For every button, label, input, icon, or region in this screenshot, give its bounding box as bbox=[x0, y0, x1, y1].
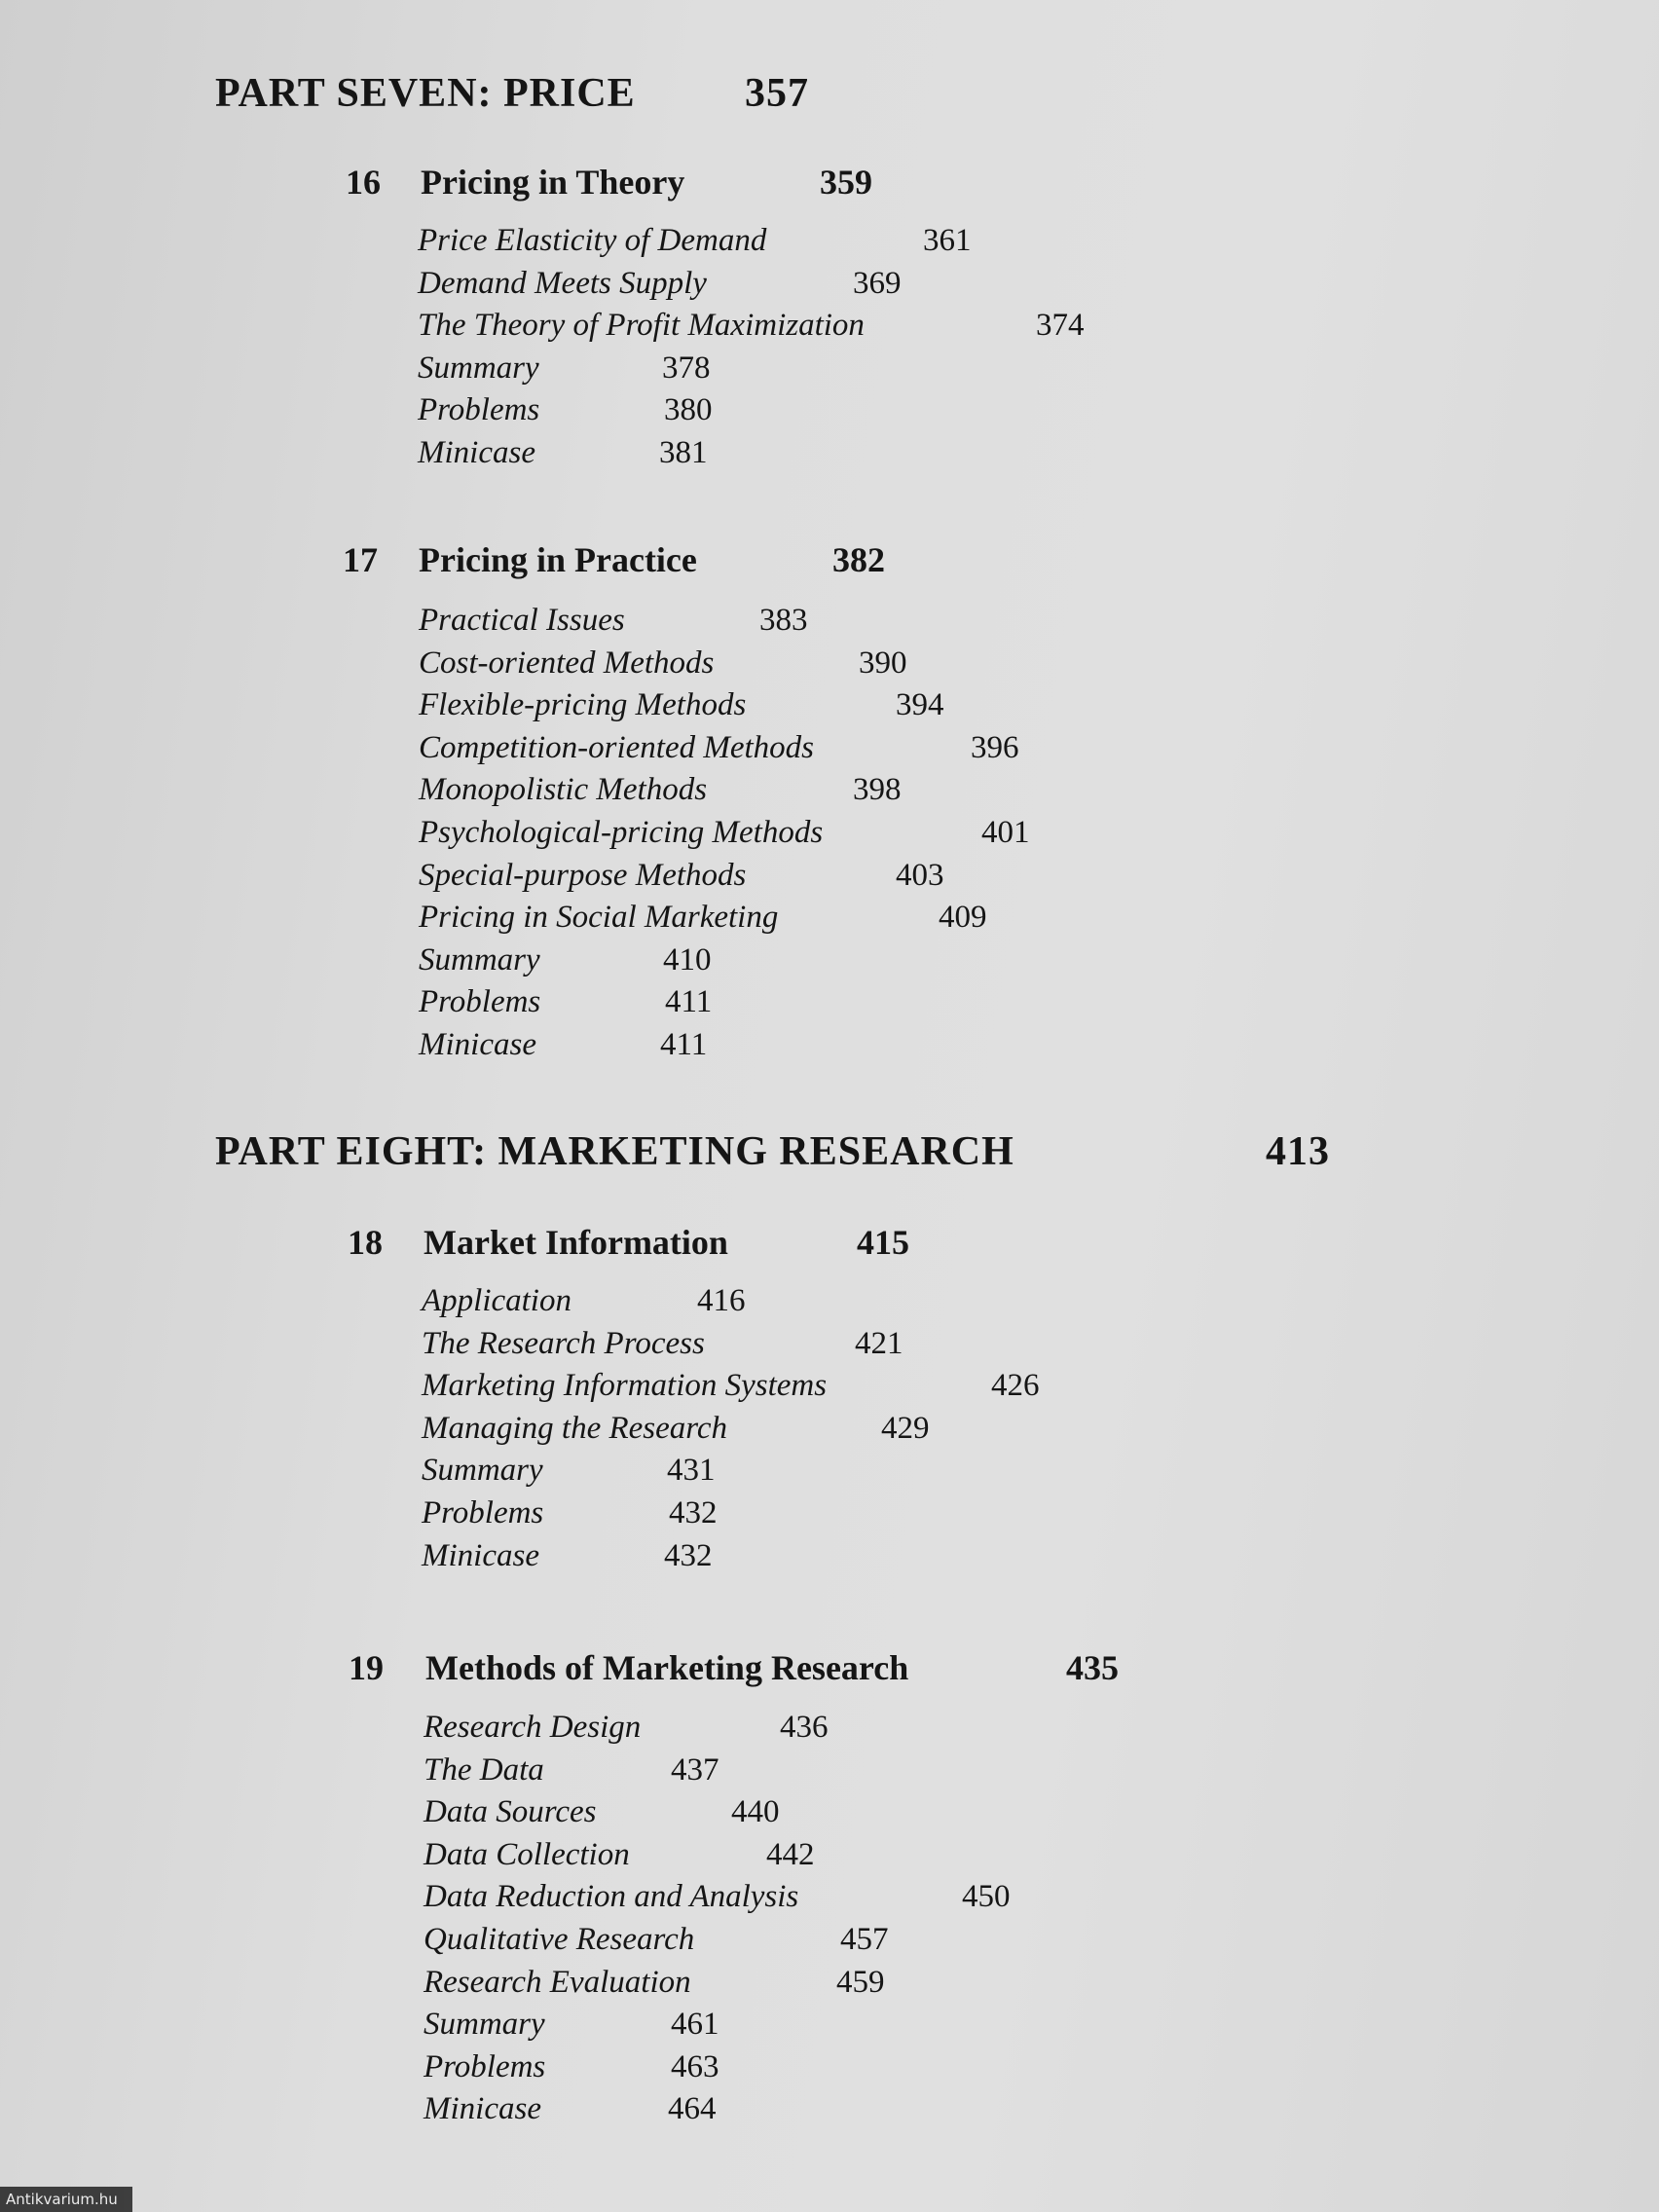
section-page: 431 bbox=[667, 1453, 716, 1489]
section-title: The Data bbox=[424, 1751, 544, 1788]
section-page: 374 bbox=[1036, 308, 1085, 344]
section-page: 457 bbox=[840, 1921, 889, 1957]
section-title: Competition-oriented Methods bbox=[419, 729, 815, 765]
section-title: Summary bbox=[422, 1453, 543, 1489]
section-page: 450 bbox=[962, 1879, 1011, 1915]
chapter-number: 19 bbox=[349, 1648, 384, 1687]
section-page: 442 bbox=[766, 1836, 815, 1872]
chapter-number: 16 bbox=[346, 163, 381, 202]
section-title: Summary bbox=[418, 350, 539, 386]
section-title: Research Evaluation bbox=[424, 1964, 691, 2000]
section-page: 396 bbox=[971, 729, 1019, 765]
section-title: Psychological-pricing Methods bbox=[419, 814, 824, 850]
section-page: 436 bbox=[780, 1710, 829, 1745]
part-title: PART SEVEN: PRICE bbox=[215, 71, 636, 116]
section-title: Problems bbox=[419, 984, 541, 1020]
section-title: Problems bbox=[424, 2048, 546, 2084]
section-page: 421 bbox=[855, 1325, 903, 1361]
section-title: Marketing Information Systems bbox=[422, 1368, 828, 1404]
section-page: 409 bbox=[939, 900, 987, 936]
section-title: Pricing in Social Marketing bbox=[419, 900, 779, 936]
section-page: 416 bbox=[697, 1283, 746, 1318]
section-title: Problems bbox=[418, 392, 540, 428]
chapter-title: Pricing in Practice bbox=[419, 540, 697, 579]
section-title: Monopolistic Methods bbox=[419, 772, 708, 808]
section-title: Summary bbox=[419, 941, 540, 977]
section-title: Minicase bbox=[418, 434, 535, 470]
chapter-page: 359 bbox=[820, 163, 872, 202]
section-title: Data Collection bbox=[424, 1836, 630, 1872]
section-title: Price Elasticity of Demand bbox=[418, 223, 767, 258]
section-page: 401 bbox=[981, 814, 1030, 850]
section-page: 461 bbox=[671, 2007, 719, 2043]
section-page: 432 bbox=[669, 1494, 718, 1530]
section-title: Practical Issues bbox=[419, 603, 625, 638]
section-title: The Research Process bbox=[422, 1325, 705, 1361]
section-page: 398 bbox=[853, 772, 902, 808]
section-page: 369 bbox=[853, 265, 902, 301]
section-page: 410 bbox=[663, 941, 712, 977]
section-page: 432 bbox=[664, 1537, 713, 1573]
part-page: 357 bbox=[745, 71, 809, 116]
section-page: 411 bbox=[660, 1026, 708, 1062]
site-watermark: Antikvarium.hu bbox=[0, 2187, 132, 2212]
section-page: 381 bbox=[659, 434, 708, 470]
section-title: The Theory of Profit Maximization bbox=[418, 308, 865, 344]
chapter-title: Market Information bbox=[424, 1223, 728, 1262]
section-page: 437 bbox=[671, 1751, 719, 1788]
section-title: Application bbox=[422, 1283, 571, 1318]
section-title: Managing the Research bbox=[422, 1410, 728, 1446]
section-title: Qualitative Research bbox=[424, 1921, 695, 1957]
section-page: 411 bbox=[665, 984, 713, 1020]
section-title: Flexible-pricing Methods bbox=[419, 687, 747, 723]
section-page: 383 bbox=[759, 603, 808, 638]
section-title: Cost-oriented Methods bbox=[419, 645, 715, 681]
section-title: Minicase bbox=[419, 1026, 536, 1062]
section-title: Problems bbox=[422, 1494, 544, 1530]
section-title: Minicase bbox=[424, 2091, 541, 2127]
chapter-title: Pricing in Theory bbox=[421, 163, 685, 202]
chapter-page: 435 bbox=[1066, 1648, 1119, 1687]
section-page: 361 bbox=[923, 223, 972, 258]
section-title: Data Reduction and Analysis bbox=[424, 1879, 799, 1915]
section-page: 459 bbox=[836, 1964, 885, 2000]
section-title: Summary bbox=[424, 2007, 545, 2043]
chapter-number: 17 bbox=[343, 540, 378, 579]
section-title: Data Sources bbox=[424, 1794, 597, 1830]
section-title: Minicase bbox=[422, 1537, 539, 1573]
chapter-page: 382 bbox=[832, 540, 885, 579]
part-page: 413 bbox=[1266, 1129, 1330, 1174]
section-page: 403 bbox=[896, 857, 944, 893]
section-page: 380 bbox=[664, 392, 713, 428]
part-title: PART EIGHT: MARKETING RESEARCH bbox=[215, 1129, 1014, 1174]
chapter-page: 415 bbox=[857, 1223, 909, 1262]
section-page: 378 bbox=[662, 350, 711, 386]
section-page: 464 bbox=[668, 2091, 717, 2127]
section-title: Research Design bbox=[424, 1710, 642, 1745]
section-title: Special-purpose Methods bbox=[419, 857, 747, 893]
section-page: 463 bbox=[671, 2048, 719, 2084]
section-title: Demand Meets Supply bbox=[418, 265, 707, 301]
section-page: 426 bbox=[991, 1368, 1040, 1404]
section-page: 390 bbox=[859, 645, 907, 681]
section-page: 429 bbox=[881, 1410, 930, 1446]
section-page: 440 bbox=[731, 1794, 780, 1830]
section-page: 394 bbox=[896, 687, 944, 723]
chapter-number: 18 bbox=[348, 1223, 383, 1262]
chapter-title: Methods of Marketing Research bbox=[425, 1648, 909, 1687]
